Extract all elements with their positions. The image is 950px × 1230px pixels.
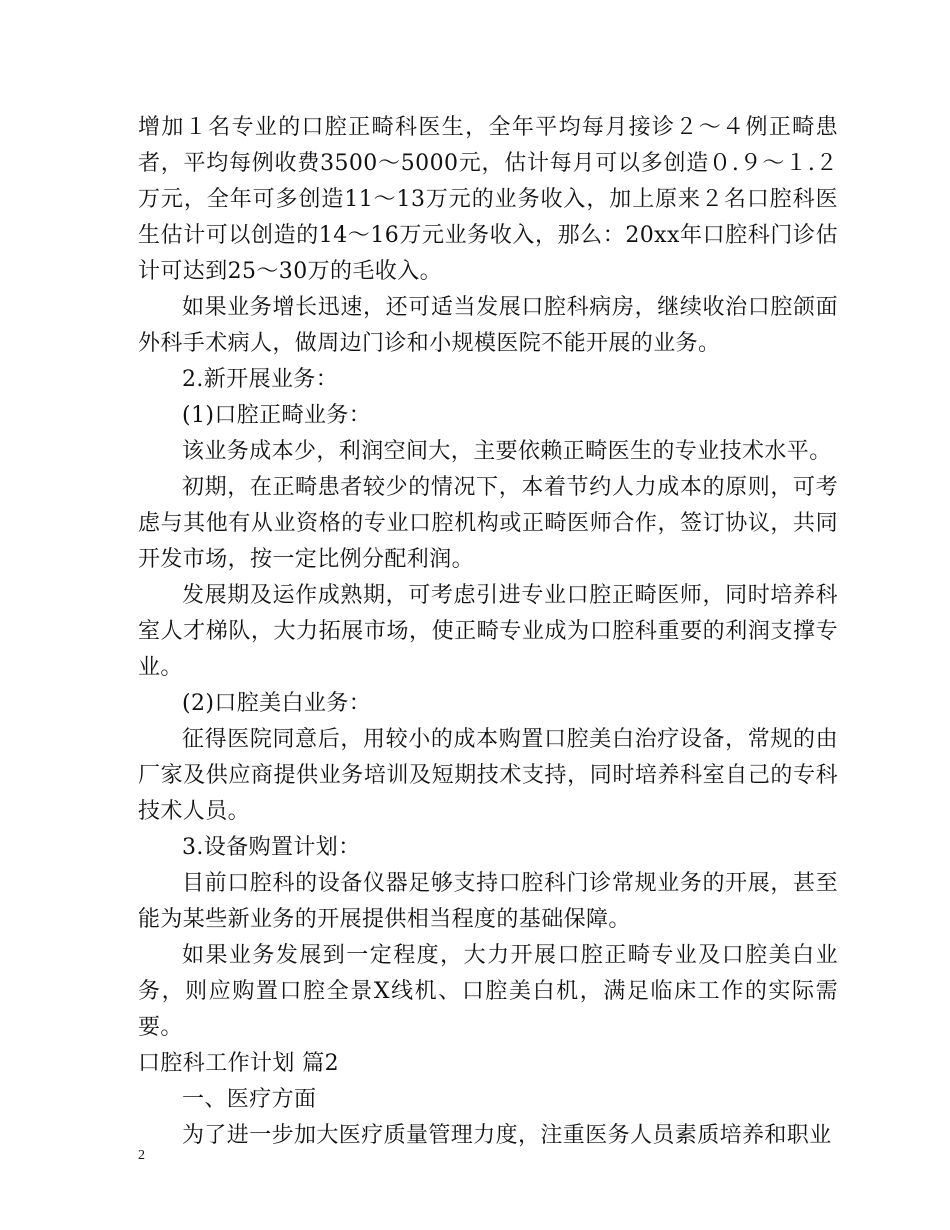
paragraph-orthodontics-cost: 该业务成本少，利润空间大，主要依赖正畸医生的专业技术水平。 [182, 439, 832, 464]
page-number: 2 [138, 1148, 145, 1163]
heading-equipment-plan: 3.设备购置计划： [182, 835, 361, 860]
section-title-part2: 口腔科工作计划 篇2 [138, 1051, 339, 1076]
document-body [138, 110, 838, 1154]
paragraph-whitening: 征得医院同意后，用较小的成本购置口腔美白治疗设备，常规的由厂家及供应商提供业务培训及短期技术支持，同时培养科室自己的专科技术人员。 [138, 727, 838, 824]
subheading-orthodontics: (1)口腔正畸业务： [182, 403, 372, 428]
paragraph-equipment-purchase: 如果业务发展到一定程度，大力开展口腔正畸专业及口腔美白业务，则应购置口腔全景X线机、口腔美白机，满足临床工作的实际需要。 [138, 943, 838, 1040]
heading-medical: 一、医疗方面 [182, 1087, 317, 1112]
paragraph-equipment-current: 目前口腔科的设备仪器足够支持口腔科门诊常规业务的开展，甚至能为某些新业务的开展提供相当程度的基础保障。 [138, 871, 838, 932]
paragraph-orthodontics-mature: 发展期及运作成熟期，可考虑引进专业口腔正畸医师，同时培养科室人才梯队，大力拓展市场，使正畸专业成为口腔科重要的利润支撑专业。 [138, 583, 838, 680]
paragraph-orthodontics-initial: 初期，在正畸患者较少的情况下，本着节约人力成本的原则，可考虑与其他有从业资格的专业口腔机构或正畸医师合作，签订协议，共同开发市场，按一定比例分配利润。 [138, 475, 838, 572]
paragraph-staffing-revenue: 增加１名专业的口腔正畸科医生，全年平均每月接诊２～４例正畸患者，平均每例收费3500～5000元，估计每月可以多创造０.９～１.２万元，全年可多创造11～13万元的业务收入，加上原来２名口腔科医生估计可以创造的14～16万元业务收入，那么：20xx年口腔科门诊估计可达到25～30万的毛收入。 [138, 115, 838, 284]
heading-new-business: 2.新开展业务： [182, 367, 339, 392]
paragraph-medical-quality: 为了进一步加大医疗质量管理力度，注重医务人员素质培养和职业 [182, 1123, 832, 1148]
paragraph-ward-expansion: 如果业务增长迅速，还可适当发展口腔科病房，继续收治口腔颌面外科手术病人，做周边门诊和小规模医院不能开展的业务。 [138, 295, 838, 356]
subheading-whitening: (2)口腔美白业务： [182, 691, 372, 716]
